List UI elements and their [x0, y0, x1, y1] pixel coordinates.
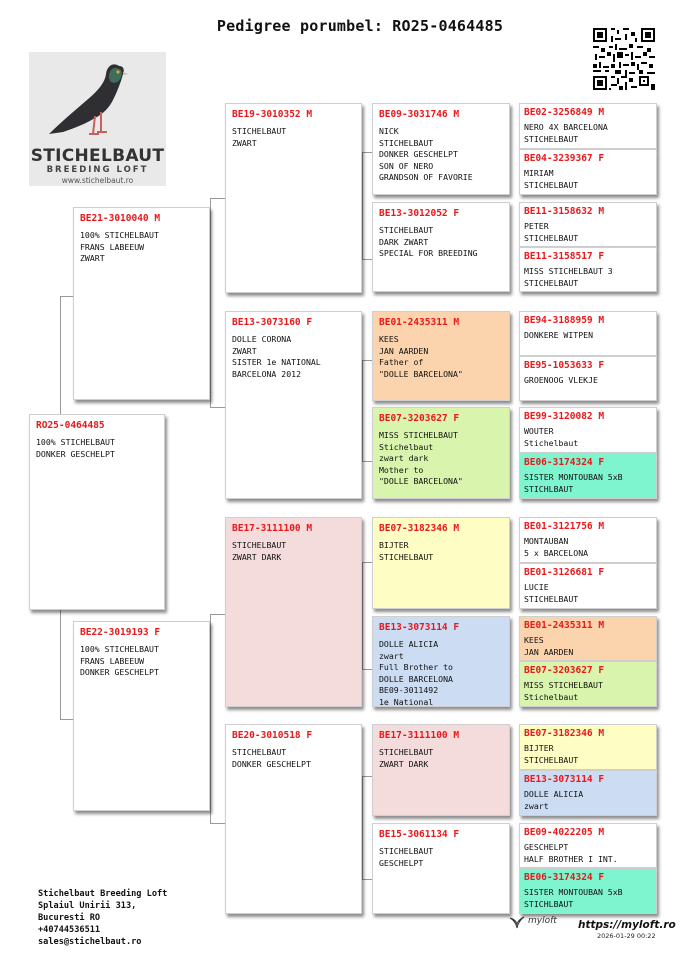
ring-number: BE11-3158632 M [524, 206, 605, 217]
ancestor-card[interactable] [519, 517, 657, 563]
ring-number: BE01-2435311 M [524, 620, 605, 631]
ring-number: BE21-3010040 M [80, 213, 161, 224]
connector-dam [210, 614, 226, 824]
ring-number: BE95-1053633 F [524, 360, 605, 371]
ring-number: BE13-3073160 F [232, 317, 313, 328]
pigeon-info: DONKERE WITPEN [524, 330, 594, 340]
ring-number: BE09-4022205 M [524, 827, 605, 838]
pigeon-info: BIJTER STICHELBAUT [524, 743, 579, 765]
ancestor-card[interactable] [519, 724, 657, 770]
qr-code-icon [591, 26, 657, 92]
ring-number: BE02-3256849 M [524, 107, 605, 118]
ring-number: BE07-3182346 M [379, 523, 460, 534]
pigeon-info: STICHELBAUT GESCHELPT [379, 846, 434, 868]
pigeon-info: GESCHELPT HALF BROTHER I INT. [524, 842, 618, 864]
ring-number: BE13-3073114 F [379, 622, 460, 633]
pigeon-info: MISS STICHELBAUT Stichelbaut [524, 680, 603, 702]
pigeon-info: GROENOOG VLEKJE [524, 375, 598, 385]
myloft-brand-text: myloft [528, 916, 557, 926]
ring-number: BE01-3121756 M [524, 521, 605, 532]
ancestor-card[interactable] [519, 202, 657, 247]
grandparent-card[interactable] [225, 311, 362, 499]
pigeon-info: MONTAUBAN 5 x BARCELONA [524, 536, 589, 558]
great-grandparent-card[interactable] [372, 616, 510, 707]
pigeon-info: SISTER MONTOUBAN 5xB STICHLBAUT [524, 887, 623, 909]
ancestor-card[interactable] [519, 770, 657, 816]
ancestor-card[interactable] [519, 356, 657, 401]
ring-number: BE99-3120082 M [524, 411, 605, 422]
ring-number: BE19-3010352 M [232, 109, 313, 120]
pigeon-info: LUCIE STICHELBAUT [524, 582, 579, 604]
pigeon-info: 100% STICHELBAUT FRANS LABEEUW DONKER GESCHELPT [80, 644, 159, 678]
pigeon-info: PETER STICHELBAUT [524, 221, 579, 243]
pigeon-info: SISTER MONTOUBAN 5xB STICHLBAUT [524, 472, 623, 494]
logo-subtitle: BREEDING LOFT [46, 165, 149, 175]
pigeon-info: KEES JAN AARDEN Father of "DOLLE BARCELONA" [379, 334, 463, 379]
ring-number: BE01-2435311 M [379, 317, 460, 328]
logo-url: www.stichelbaut.ro [61, 176, 134, 185]
ancestor-card[interactable] [519, 407, 657, 453]
loft-address: Stichelbaut Breeding Loft Splaiul Unirii 313, Bucuresti RO +40744536511 sales@stichelbaut.ro [38, 889, 168, 947]
ring-number: BE20-3010518 F [232, 730, 313, 741]
ring-number: BE06-3174324 F [524, 457, 605, 468]
ancestor-card[interactable] [519, 661, 657, 707]
ring-number: BE06-3174324 F [524, 872, 605, 883]
ring-number: BE09-3031746 M [379, 109, 460, 120]
ring-number: RO25-0464485 [36, 420, 105, 431]
pigeon-info: DOLLE ALICIA zwart [524, 789, 584, 811]
ancestor-card[interactable] [519, 563, 657, 609]
grandparent-card[interactable] [225, 103, 362, 293]
ring-number: BE07-3203627 F [524, 665, 605, 676]
ring-number: BE04-3239367 F [524, 153, 605, 164]
ancestor-card[interactable] [519, 823, 657, 868]
ring-number: BE13-3012052 F [379, 208, 460, 219]
page-title: Pedigree porumbel: RO25-0464485 [216, 17, 504, 35]
ring-number: BE01-3126681 F [524, 567, 605, 578]
pigeon-info: STICHELBAUT ZWART DARK [379, 747, 434, 769]
pigeon-info: STICHELBAUT ZWART [232, 126, 287, 148]
ring-number: BE17-3111100 M [379, 730, 460, 741]
print-timestamp: 2026-01-29 00:22 [597, 932, 656, 940]
pigeon-info: STICHELBAUT DARK ZWART SPECIAL FOR BREEDING [379, 225, 478, 259]
ancestor-card[interactable] [519, 616, 657, 661]
great-grandparent-card[interactable] [372, 724, 510, 816]
pigeon-info: DOLLE CORONA ZWART SISTER 1e NATIONAL BARCELONA 2012 [232, 334, 321, 379]
pigeon-info: DOLLE ALICIA zwart Full Brother to DOLLE BARCELONA BE09-3011492 1e National [379, 639, 453, 707]
logo-brand: STICHELBAUT [30, 146, 165, 166]
pigeon-info: 100% STICHELBAUT DONKER GESCHELPT [36, 437, 115, 459]
loft-logo [29, 52, 166, 186]
site-link[interactable]: https://myloft.ro [578, 919, 676, 931]
myloft-bird-icon [508, 914, 526, 932]
grandparent-card[interactable] [225, 724, 362, 914]
ancestor-card[interactable] [519, 149, 657, 195]
ring-number: BE15-3061134 F [379, 829, 460, 840]
ring-number: BE11-3158517 F [524, 251, 605, 262]
great-grandparent-card[interactable] [372, 311, 510, 401]
grandparent-card[interactable] [225, 517, 362, 707]
ring-number: BE07-3182346 M [524, 728, 605, 739]
ancestor-card[interactable] [519, 247, 657, 292]
great-grandparent-card[interactable] [372, 103, 510, 195]
myloft-brand [528, 916, 557, 926]
pigeon-info: NERO 4X BARCELONA STICHELBAUT [524, 122, 608, 144]
ring-number: BE94-3188959 M [524, 315, 605, 326]
pigeon-info: MIRIAM STICHELBAUT [524, 168, 579, 190]
pigeon-info: STICHELBAUT DONKER GESCHELPT [232, 747, 311, 769]
great-grandparent-card[interactable] [372, 202, 510, 292]
ancestor-card[interactable] [519, 868, 657, 914]
pigeon-info: WOUTER Stichelbaut [524, 426, 579, 448]
pigeon-info: BIJTER STICHELBAUT [379, 540, 434, 562]
sire-card[interactable] [73, 207, 210, 400]
great-grandparent-card[interactable] [372, 407, 510, 499]
ring-number: BE07-3203627 F [379, 413, 460, 424]
pigeon-info: MISS STICHELBAUT Stichelbaut zwart dark Mother to "DOLLE BARCELONA" [379, 430, 463, 487]
ring-number: BE13-3073114 F [524, 774, 605, 785]
pigeon-info: MISS STICHELBAUT 3 STICHELBAUT [524, 266, 613, 288]
ring-number: BE17-3111100 M [232, 523, 313, 534]
ring-number: BE22-3019193 F [80, 627, 161, 638]
ancestor-card[interactable] [519, 453, 657, 499]
ancestor-card[interactable] [519, 311, 657, 356]
dam-card[interactable] [73, 621, 210, 811]
pigeon-info: NICK STICHELBAUT DONKER GESCHELPT SON OF NERO GRANDSON OF FAVORIE [379, 126, 473, 183]
pigeon-info: KEES JAN AARDEN [524, 635, 574, 657]
great-grandparent-card[interactable] [372, 823, 510, 914]
pigeon-info: STICHELBAUT ZWART DARK [232, 540, 287, 562]
pigeon-icon [29, 52, 166, 144]
connector-sire [210, 198, 226, 408]
pigeon-info: 100% STICHELBAUT FRANS LABEEUW ZWART [80, 230, 159, 264]
subject-card[interactable] [29, 414, 165, 610]
great-grandparent-card[interactable] [372, 517, 510, 609]
ancestor-card[interactable] [519, 103, 657, 149]
